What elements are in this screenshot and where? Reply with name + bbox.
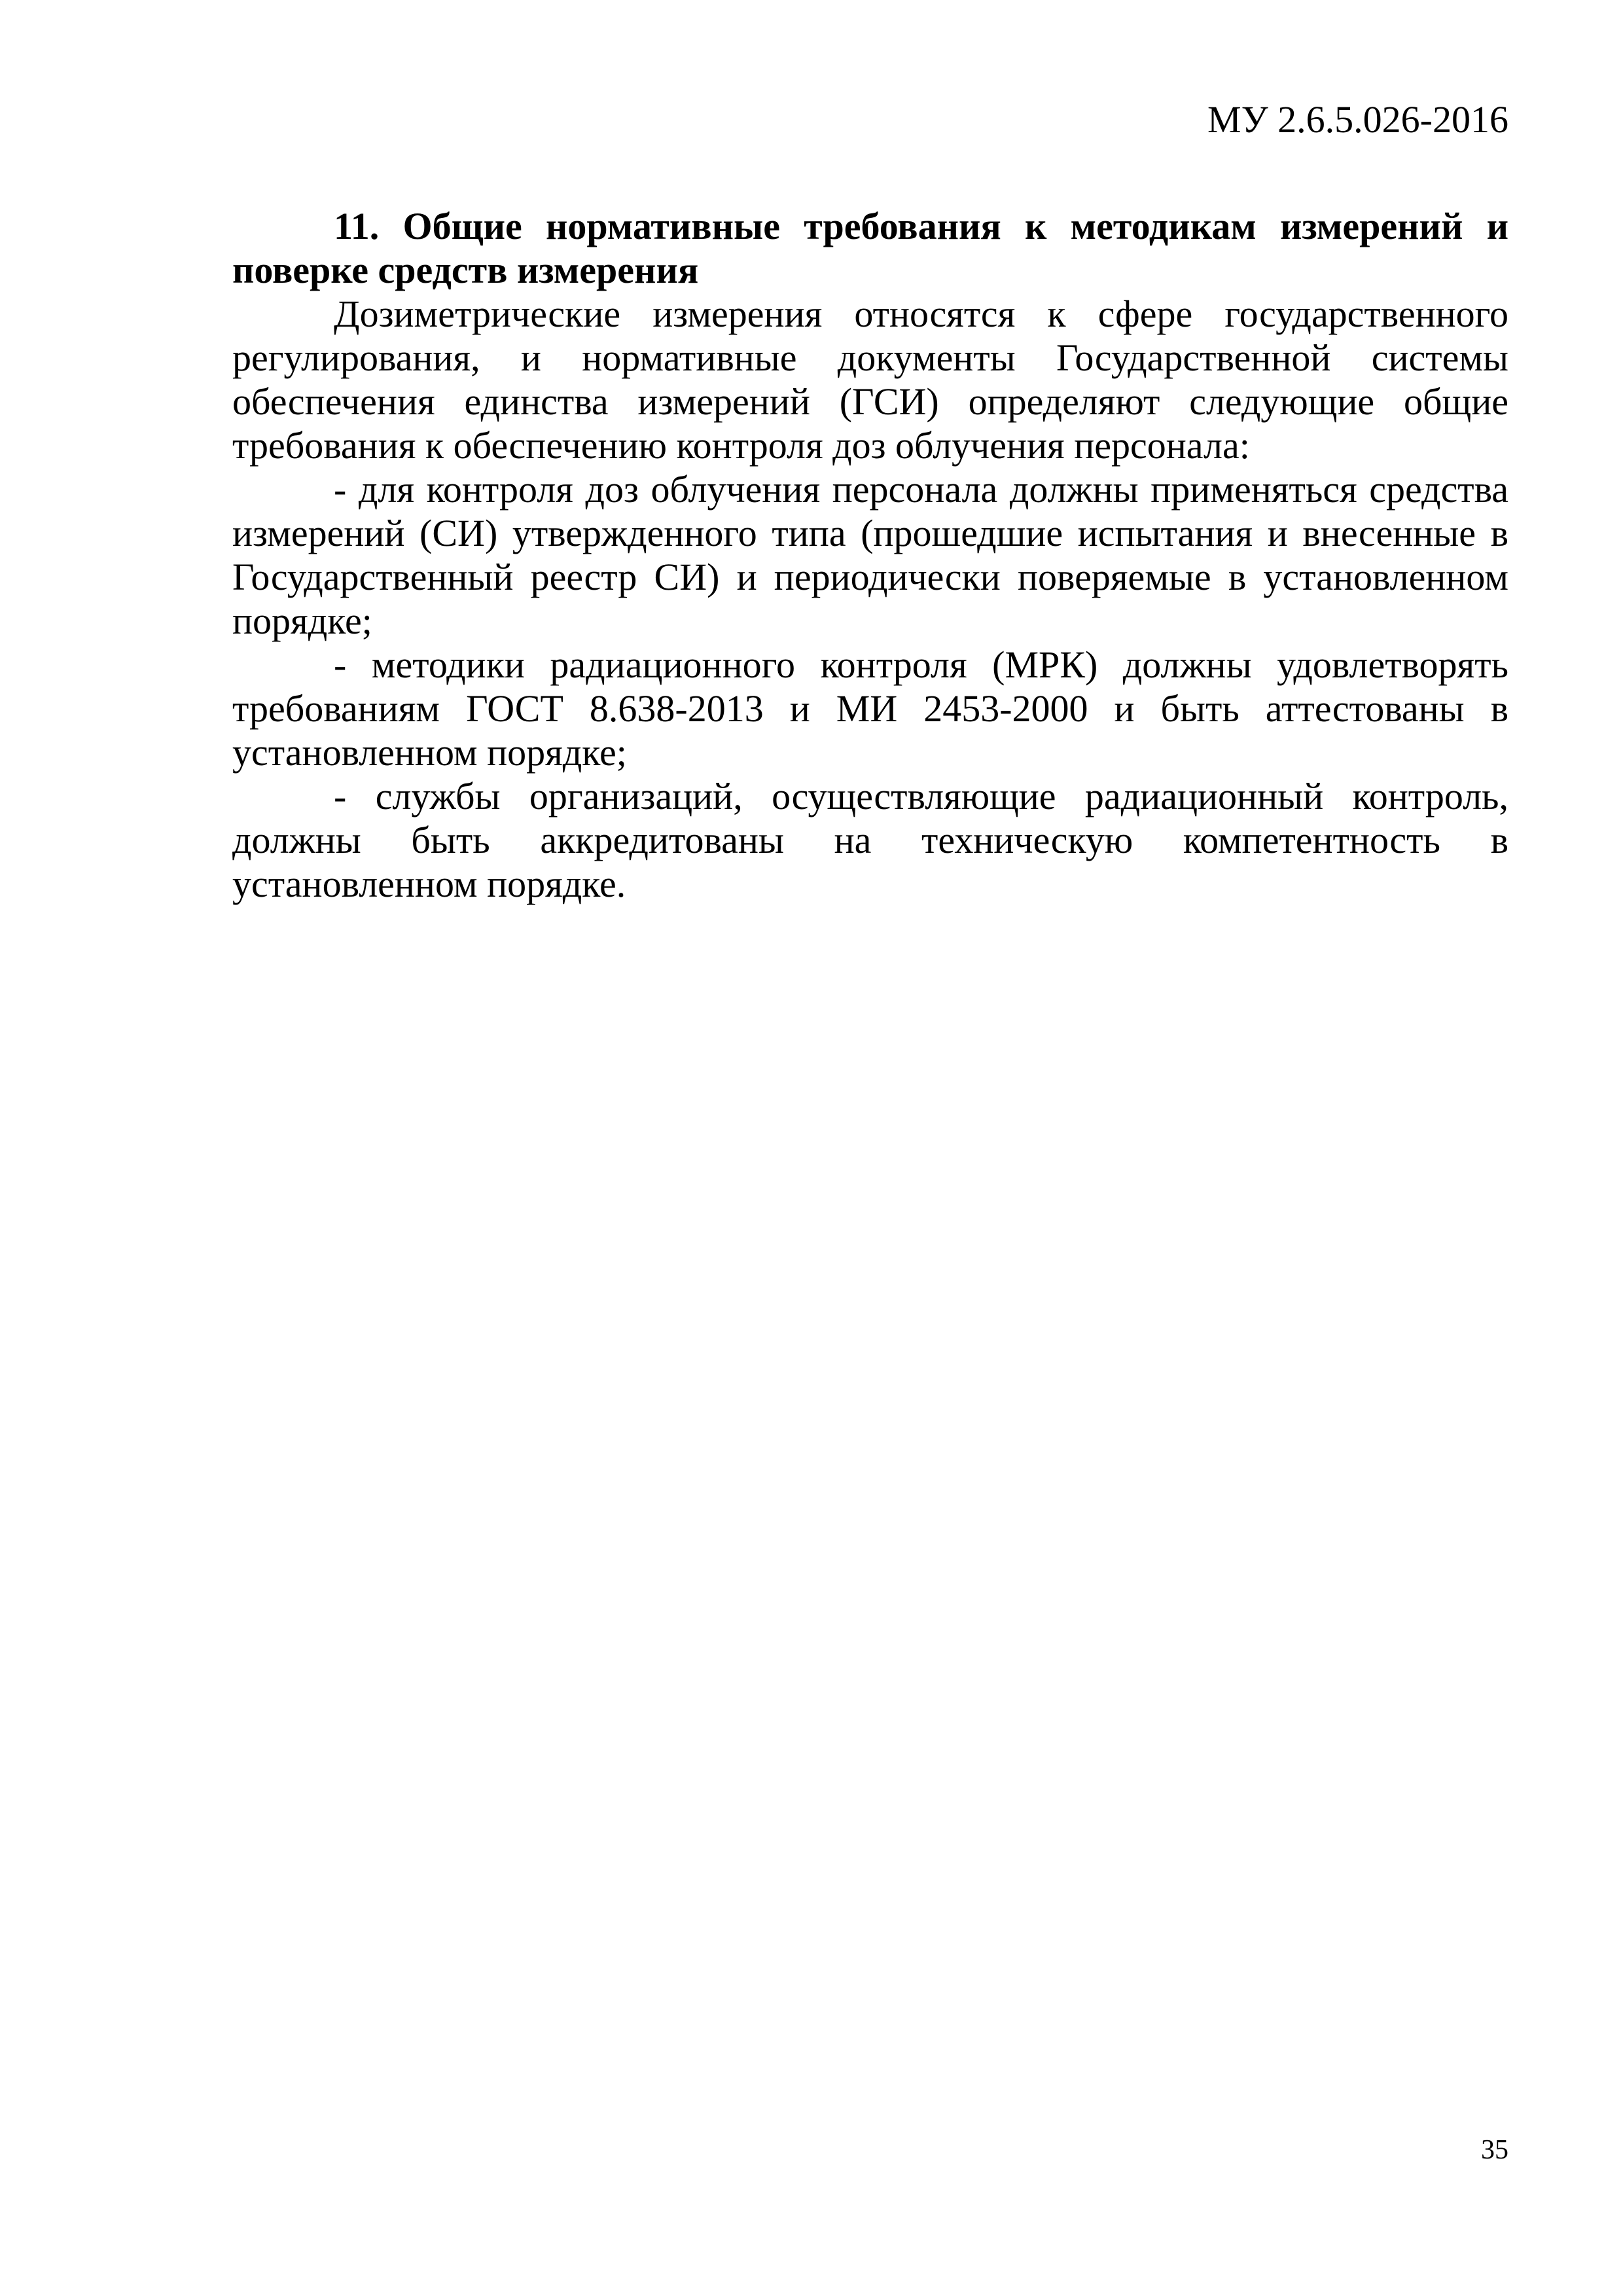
paragraph-intro: Дозиметрические измерения относятся к сфере государственного регулирования, и нормативные документы Государственной системы обеспечения единства измерений (ГСИ) определяют следующие общие требования к обеспечению контроля доз облучения персонала:: [232, 293, 1508, 467]
section-heading: 11. Общие нормативные требования к методикам измерений и поверке средств измерения: [232, 205, 1508, 291]
document-code: МУ 2.6.5.026-2016: [1207, 98, 1508, 141]
paragraph-accreditation: - службы организаций, осуществляющие радиационный контроль, должны быть аккредитованы на техническую компетентность в установленном порядке.: [232, 775, 1508, 905]
paragraph-control-methods: - методики радиационного контроля (МРК) должны удовлетворять требованиям ГОСТ 8.638-2013 и МИ 2453-2000 и быть аттестованы в установленном порядке;: [232, 643, 1508, 774]
paragraph-measuring-instruments: - для контроля доз облучения персонала должны применяться средства измерений (СИ) утвержденного типа (прошедшие испытания и внесенные в Государственный реестр СИ) и периодически поверяемые в установленном порядке;: [232, 468, 1508, 642]
section-content: [232, 204, 1508, 906]
page-number: 35: [1481, 2135, 1508, 2165]
